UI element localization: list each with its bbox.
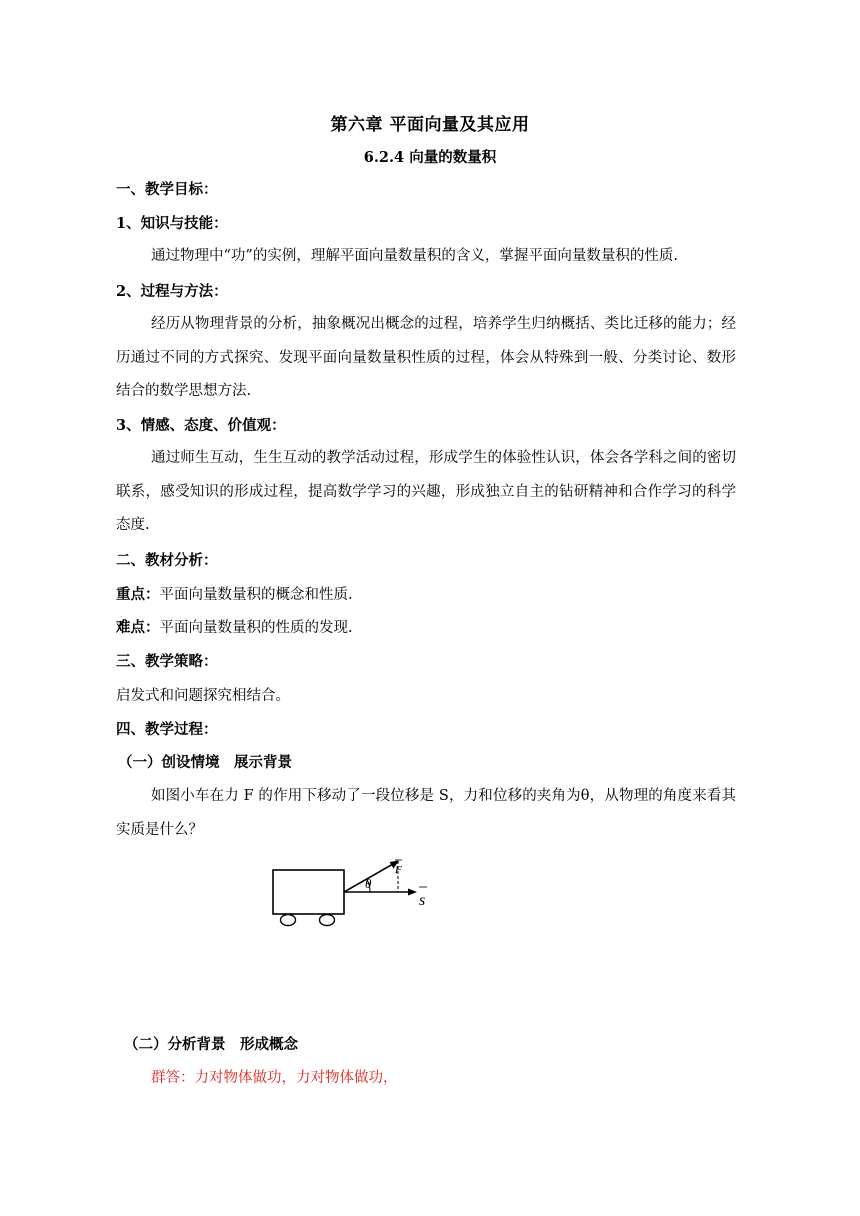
heading-teaching-strategy: 三、教学策略： <box>116 653 218 670</box>
heading-analysis: （二）分析背景 形成概念 <box>124 1036 298 1053</box>
text-emotion-values: 通过师生互动，生生互动的教学活动过程，形成学生的体验性认识，体会各学科之间的密切联系，感受知识的形成过程，提高数学学习的兴趣，形成独立自主的钻研精神和合作学习的科学态度. <box>116 450 736 533</box>
heading-teaching-process: 四、教学过程： <box>116 721 218 738</box>
key-point-label: 重点： <box>116 586 160 603</box>
heading-teaching-goals: 一、教学目标： <box>116 181 218 198</box>
difficult-point-text: 平面向量数量积的性质的发现. <box>159 620 353 636</box>
text-process-methods: 经历从物理背景的分析，抽象概况出概念的过程，培养学生归纳概括、类比迁移的能力；经历通过不同的方式探究、发现平面向量数量积性质的过程，体会从特殊到一般、分类讨论、数形结合的数学思想方法. <box>116 316 736 399</box>
text-group-answer: 群答：力对物体做功，力对物体做功， <box>151 1070 398 1086</box>
text-scenario: 如图小车在力 F 的作用下移动了一段位移是 S，力和位移的夹角为θ，从物理的角度来看其实质是什么？ <box>116 788 736 838</box>
text-teaching-strategy: 启发式和问题探究相结合。 <box>116 688 290 704</box>
difficult-point-label: 难点： <box>116 619 160 636</box>
key-point-line <box>116 585 736 605</box>
cart-wheel-left <box>281 915 296 926</box>
heading-material-analysis: 二、教材分析： <box>116 552 218 569</box>
difficult-point-line <box>116 618 736 638</box>
cart-force-diagram <box>266 850 446 930</box>
text-knowledge-skills: 通过物理中“功”的实例，理解平面向量数量积的含义，掌握平面向量数量积的性质. <box>151 248 678 264</box>
heading-emotion-values: 3、情感、态度、价值观： <box>116 417 286 434</box>
force-label: F <box>395 864 402 876</box>
displacement-label: s <box>419 892 426 909</box>
theta-label: θ <box>365 876 372 891</box>
heading-scenario: （一）创设情境 展示背景 <box>118 754 292 771</box>
key-point-text: 平面向量数量积的概念和性质. <box>159 587 353 603</box>
cart-wheel-right <box>320 915 335 926</box>
heading-process-methods: 2、过程与方法： <box>116 283 228 300</box>
section-subtitle: 6.2.4 向量的数量积 <box>363 149 497 166</box>
chapter-title: 第六章 平面向量及其应用 <box>330 115 530 135</box>
heading-knowledge-skills: 1、知识与技能： <box>116 215 228 232</box>
cart-body <box>273 870 344 914</box>
displacement-arrowhead <box>408 889 417 896</box>
